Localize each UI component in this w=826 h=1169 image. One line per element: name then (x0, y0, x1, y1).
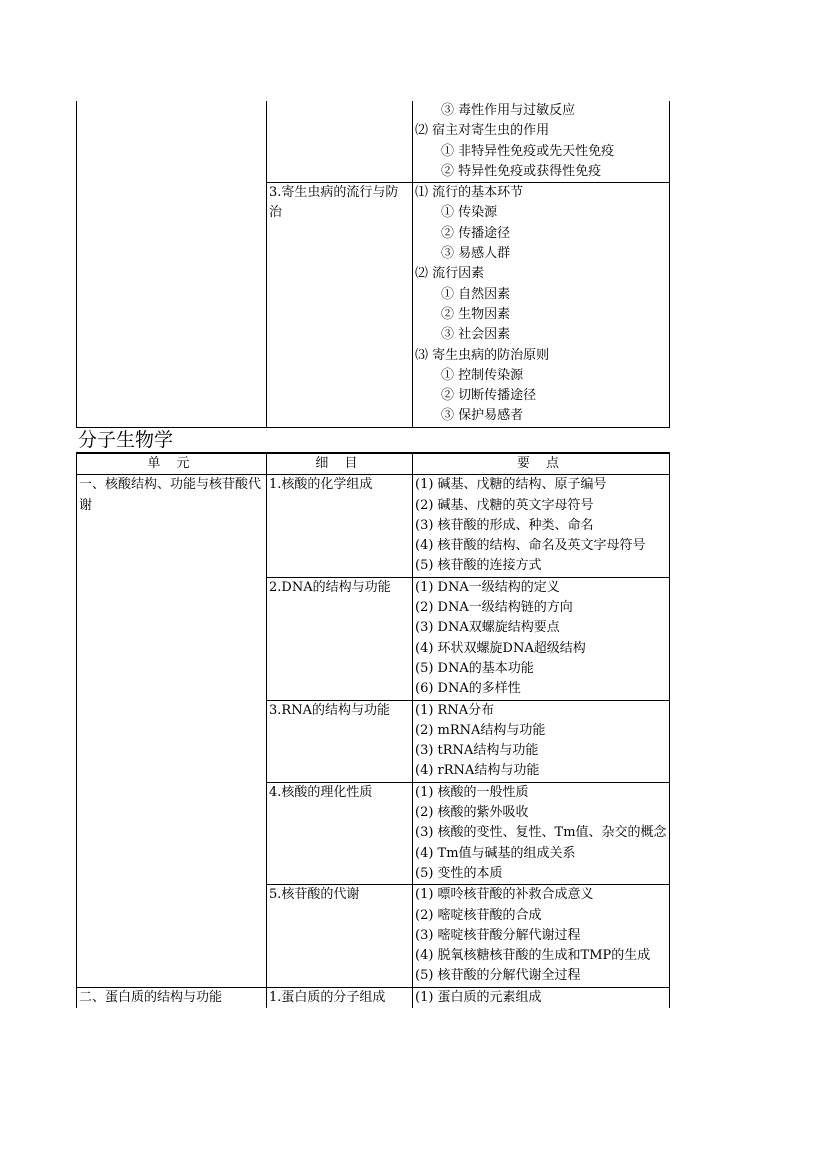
point-line: (5) 变性的本质 (415, 865, 503, 881)
points-cell (413, 475, 670, 577)
detail-cell (267, 577, 413, 700)
point-line: ③ 保护易感者 (441, 408, 524, 424)
unit-cell (77, 987, 267, 1008)
table-header-row (77, 453, 670, 475)
point-line: (2) 嘧啶核苷酸的合成 (415, 907, 542, 923)
point-line: ① 传染源 (441, 205, 498, 221)
point-line: (3) 嘧啶核苷酸分解代谢过程 (415, 927, 581, 943)
point-line: ② 生物因素 (441, 306, 511, 322)
points-cell (413, 885, 670, 987)
point-line: (3) DNA双螺旋结构要点 (415, 620, 560, 636)
unit-text: 二、蛋白质的结构与功能 (79, 989, 223, 1005)
detail-cell (267, 782, 413, 884)
points-cell (413, 577, 670, 700)
header-point: 要 点 (413, 453, 670, 475)
point-line: (5) 核苷酸的分解代谢全过程 (415, 968, 581, 984)
detail-cell (267, 700, 413, 782)
point-line: (2) mRNA结构与功能 (415, 722, 546, 738)
points-cell (413, 183, 670, 428)
unit-cell (77, 183, 267, 428)
points-cell (413, 782, 670, 884)
table-row (77, 475, 670, 577)
detail-cell (267, 101, 413, 183)
points-cell (413, 987, 670, 1008)
unit-text: 一、核酸结构、功能与核苷酸代谢 (79, 477, 262, 513)
detail-text: 4.核酸的理化性质 (269, 784, 373, 800)
point-line: (4) Tm值与碱基的组成关系 (415, 845, 576, 861)
point-line: ① 自然因素 (441, 286, 511, 302)
unit-cell (77, 475, 267, 987)
point-line: ② 传播途径 (441, 225, 511, 241)
point-line: ① 非特异性免疫或先天性免疫 (441, 143, 615, 159)
point-line: (5) DNA的基本功能 (415, 660, 534, 676)
point-line: (3) 核苷酸的形成、种类、命名 (415, 517, 594, 533)
detail-cell (267, 885, 413, 987)
point-line: (1) 碱基、戊糖的结构、原子编号 (415, 477, 607, 493)
point-line: (1) 蛋白质的元素组成 (415, 989, 542, 1005)
point-line: (1) DNA一级结构的定义 (415, 579, 560, 595)
point-line: ③ 易感人群 (441, 246, 511, 262)
point-line: (4) 核苷酸的结构、命名及英文字母符号 (415, 538, 646, 554)
detail-text: 3.RNA的结构与功能 (269, 702, 390, 718)
point-line: (2) 碱基、戊糖的英文字母符号 (415, 497, 594, 513)
point-line: (3) 核酸的变性、复性、Tm值、杂交的概念 (415, 825, 667, 841)
molecular-biology-table (76, 452, 670, 1008)
point-line: ③ 社会因素 (441, 327, 511, 343)
table-row (77, 987, 670, 1008)
point-line: (3) tRNA结构与功能 (415, 743, 539, 759)
point-line: (5) 核苷酸的连接方式 (415, 558, 542, 574)
point-line: ⑴ 流行的基本环节 (415, 185, 524, 201)
point-line: ⑵ 宿主对寄生虫的作用 (415, 123, 550, 139)
point-line: ① 控制传染源 (441, 367, 524, 383)
table-row (77, 101, 670, 183)
section-title: 分子生物学 (78, 429, 174, 451)
point-line: ② 特异性免疫或获得性免疫 (441, 163, 602, 179)
detail-text: 1.蛋白质的分子组成 (269, 989, 386, 1005)
header-unit: 单 元 (77, 453, 267, 475)
points-cell (413, 700, 670, 782)
point-line: (1) 核酸的一般性质 (415, 784, 529, 800)
point-line: (1) 嘌呤核苷酸的补救合成意义 (415, 887, 594, 903)
detail-text: 5.核苷酸的代谢 (269, 887, 360, 903)
point-line: (4) rRNA结构与功能 (415, 763, 540, 779)
point-line: ⑵ 流行因素 (415, 266, 485, 282)
detail-cell (267, 475, 413, 577)
unit-cell (77, 101, 267, 183)
detail-text: 1.核酸的化学组成 (269, 477, 373, 493)
detail-text: 2.DNA的结构与功能 (269, 579, 391, 595)
detail-text: 3.寄生虫病的流行与防治 (269, 185, 399, 221)
point-line: (1) RNA分布 (415, 702, 495, 718)
point-line: (6) DNA的多样性 (415, 681, 521, 697)
point-line: ② 切断传播途径 (441, 388, 537, 404)
point-line: ③ 毒性作用与过敏反应 (441, 103, 576, 118)
table-row (77, 183, 670, 428)
point-line: (4) 环状双螺旋DNA超级结构 (415, 640, 586, 656)
point-line: ⑶ 寄生虫病的防治原则 (415, 347, 550, 363)
detail-cell (267, 987, 413, 1008)
parasite-table (76, 101, 670, 428)
header-detail: 细 目 (267, 453, 413, 475)
points-cell (413, 101, 670, 183)
point-line: (2) 核酸的紫外吸收 (415, 805, 529, 821)
point-line: (2) DNA一级结构链的方向 (415, 600, 573, 616)
detail-cell (267, 183, 413, 428)
point-line: (4) 脱氧核糖核苷酸的生成和TMP的生成 (415, 948, 651, 964)
